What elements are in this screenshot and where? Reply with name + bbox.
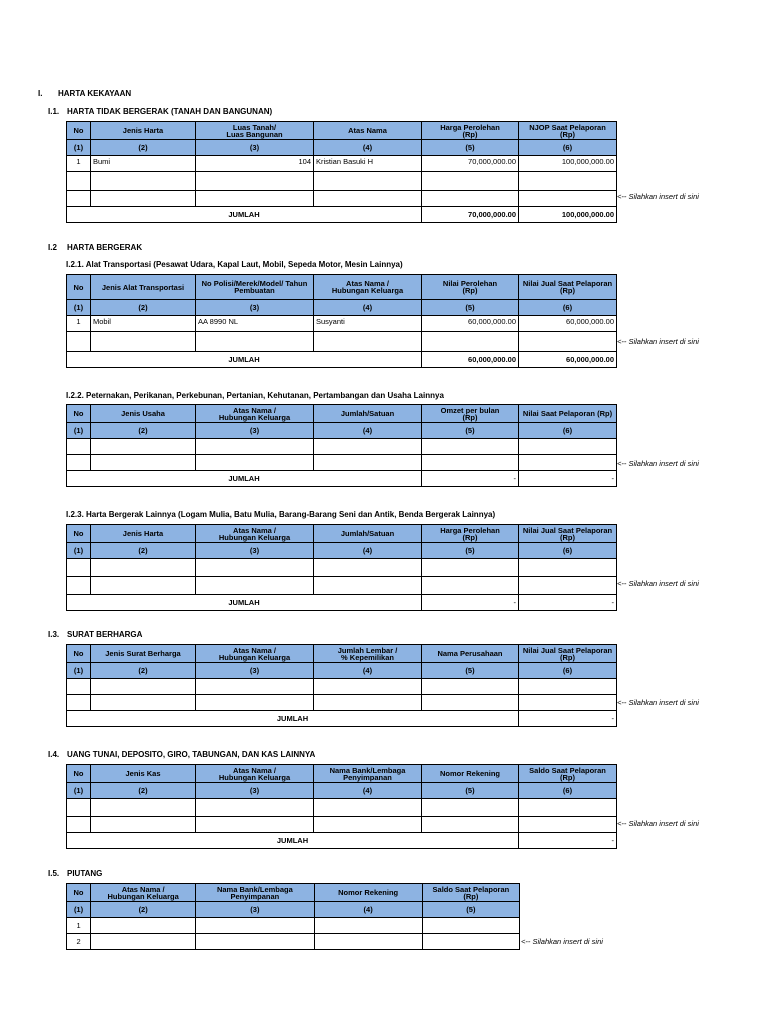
col-number: (3) [196,783,314,799]
insert-note: <-- Silahkan insert di sini [617,337,699,346]
table-row-empty[interactable] [67,799,617,817]
table-header-row [67,525,617,543]
header-cell: Harga Perolehan (Rp) [422,525,519,543]
total-nilai: - [519,471,617,487]
cell-no[interactable]: 1 [67,156,91,172]
section-i5-title: I.5. PIUTANG [48,869,103,878]
column-number-row [67,663,617,679]
total-row [67,833,617,849]
table-row[interactable] [67,156,617,172]
col-number: (3) [196,543,314,559]
table-piutang [66,883,520,950]
total-saldo: - [519,833,617,849]
cell-no-polisi[interactable]: AA 8990 NL [196,316,314,332]
col-number: (4) [314,423,422,439]
section-i22-title: I.2.2. Peternakan, Perikanan, Perkebunan, Pertanian, Kehutanan, Pertambangan dan Usaha Lainnya [66,391,444,400]
header-cell: Atas Nama / Hubungan Keluarga [196,645,314,663]
column-number-row [67,902,520,918]
col-number: (5) [422,663,519,679]
header-cell: Omzet per bulan (Rp) [422,405,519,423]
table-header-row [67,884,520,902]
total-row [67,711,617,727]
table-header-row [67,122,617,140]
section-i23-title: I.2.3. Harta Bergerak Lainnya (Logam Mulia, Batu Mulia, Barang-Barang Seni dan Antik, Benda Bergerak Lainnya) [66,510,496,519]
header-cell: No [67,884,91,902]
col-number: (2) [91,663,196,679]
header-cell: Nilai Jual Saat Pelaporan (Rp) [519,645,617,663]
section-i4-title: I.4. UANG TUNAI, DEPOSITO, GIRO, TABUNGAN, DAN KAS LAINNYA [48,750,316,759]
header-cell: Jenis Surat Berharga [91,645,196,663]
header-cell: Jumlah/Satuan [314,405,422,423]
section-i1-title: I.1. HARTA TIDAK BERGERAK (TANAH DAN BANGUNAN) [48,107,273,116]
header-cell: Atas Nama / Hubungan Keluarga [196,405,314,423]
col-number: (1) [67,783,91,799]
header-cell: Nomor Rekening [314,884,422,902]
cell-no[interactable]: 1 [67,918,91,934]
table-header-row [67,645,617,663]
header-cell: Atas Nama / Hubungan Keluarga [196,525,314,543]
col-number: (3) [196,663,314,679]
cell-njop[interactable]: 100,000,000.00 [519,156,617,172]
col-number: (6) [519,140,617,156]
header-cell: No [67,645,91,663]
col-number: (2) [91,543,196,559]
col-number: (3) [196,140,314,156]
col-number: (2) [91,423,196,439]
header-cell: Jenis Kas [91,765,196,783]
header-cell: Jumlah Lembar / % Kepemilikan [314,645,422,663]
header-cell: Atas Nama / Hubungan Keluarga [314,275,422,300]
col-number: (1) [67,663,91,679]
col-number: (4) [314,543,422,559]
col-number: (5) [422,902,519,918]
header-cell: Saldo Saat Pelaporan (Rp) [519,765,617,783]
jumlah-label: JUMLAH [67,471,422,487]
header-cell: Atas Nama / Hubungan Keluarga [196,765,314,783]
total-row [67,595,617,611]
table-usaha [66,404,617,487]
table-alat-transportasi [66,274,617,368]
header-cell: Nilai Jual Saat Pelaporan (Rp) [519,525,617,543]
insert-note: <-- Silahkan insert di sini [617,698,699,707]
jumlah-label: JUMLAH [67,207,422,223]
cell-no[interactable]: 1 [67,316,91,332]
header-cell: Jenis Harta [91,122,196,140]
jumlah-label: JUMLAH [67,711,519,727]
cell-harga-perolehan[interactable]: 70,000,000.00 [422,156,519,172]
col-number: (4) [314,902,422,918]
cell-nilai-perolehan[interactable]: 60,000,000.00 [422,316,519,332]
col-number: (4) [314,783,422,799]
col-number: (5) [422,543,519,559]
col-number: (2) [91,300,196,316]
table-harta-bergerak-lainnya [66,524,617,611]
insert-note: <-- Silahkan insert di sini [617,192,699,201]
table-uang-tunai [66,764,617,849]
jumlah-label: JUMLAH [67,352,422,368]
total-row [67,471,617,487]
cell-jenis-harta[interactable]: Bumi [91,156,196,172]
cell-atas-nama[interactable]: Kristian Basuki H [314,156,422,172]
column-number-row [67,140,617,156]
table-row-empty[interactable] [67,439,617,455]
jumlah-label: JUMLAH [67,595,422,611]
header-cell: No [67,122,91,140]
cell-atas-nama[interactable]: Susyanti [314,316,422,332]
table-row[interactable] [67,934,520,950]
table-header-row [67,275,617,300]
section-i2-title: I.2 HARTA BERGERAK [48,243,143,252]
col-number: (3) [196,300,314,316]
column-number-row [67,300,617,316]
table-row[interactable] [67,316,617,332]
header-cell: Nama Bank/Lembaga Penyimpanan [314,765,422,783]
header-cell: Atas Nama [314,122,422,140]
table-header-row [67,405,617,423]
total-row [67,352,617,368]
col-number: (2) [91,140,196,156]
table-row-empty[interactable] [67,172,617,191]
total-nilai-jual: - [519,595,617,611]
table-header-row [67,765,617,783]
col-number: (2) [91,902,196,918]
col-number: (3) [196,423,314,439]
table-surat-berharga [66,644,617,727]
header-cell: NJOP Saat Pelaporan (Rp) [519,122,617,140]
col-number: (5) [422,300,519,316]
total-omzet: - [422,471,519,487]
table-row-empty[interactable] [67,191,617,207]
header-cell: Nomor Rekening [422,765,519,783]
header-cell: No [67,765,91,783]
total-nilai-jual: - [519,711,617,727]
table-row-empty[interactable] [67,455,617,471]
header-cell: Luas Tanah/ Luas Bangunan [196,122,314,140]
col-number: (6) [519,423,617,439]
total-njop: 100,000,000.00 [519,207,617,223]
table-row-empty[interactable] [67,577,617,595]
cell-jenis-alat[interactable]: Mobil [91,316,196,332]
column-number-row [67,783,617,799]
header-cell: No [67,405,91,423]
total-row [67,207,617,223]
table-row[interactable] [67,918,520,934]
column-number-row [67,543,617,559]
col-number: (5) [422,140,519,156]
header-cell: Jenis Usaha [91,405,196,423]
insert-note: <-- Silahkan insert di sini [521,937,603,946]
header-cell: Nilai Perolehan (Rp) [422,275,519,300]
col-number: (5) [422,423,519,439]
col-number: (4) [314,140,422,156]
table-row-empty[interactable] [67,559,617,577]
cell-nilai-jual[interactable]: 60,000,000.00 [519,316,617,332]
section-i21-title: I.2.1. Alat Transportasi (Pesawat Udara, Kapal Laut, Mobil, Sepeda Motor, Mesin Lainnya) [66,260,403,269]
table-row-empty[interactable] [67,817,617,833]
col-number: (1) [67,140,91,156]
col-number: (6) [519,300,617,316]
total-harga-perolehan: 70,000,000.00 [422,207,519,223]
insert-note: <-- Silahkan insert di sini [617,579,699,588]
col-number: (3) [196,902,314,918]
header-cell: Nilai Saat Pelaporan (Rp) [519,405,617,423]
header-cell: Jenis Harta [91,525,196,543]
insert-note: <-- Silahkan insert di sini [617,459,699,468]
cell-no[interactable]: 2 [67,934,91,950]
col-number: (2) [91,783,196,799]
header-cell: Saldo Saat Pelaporan (Rp) [422,884,519,902]
header-cell: Nilai Jual Saat Pelaporan (Rp) [519,275,617,300]
col-number: (1) [67,423,91,439]
col-number: (4) [314,300,422,316]
total-harga: - [422,595,519,611]
header-cell: Atas Nama / Hubungan Keluarga [91,884,196,902]
col-number: (6) [519,543,617,559]
total-nilai-perolehan: 60,000,000.00 [422,352,519,368]
header-cell: No Polisi/Merek/Model/ Tahun Pembuatan [196,275,314,300]
header-cell: No [67,275,91,300]
table-row-empty[interactable] [67,679,617,695]
header-cell: No [67,525,91,543]
cell-luas[interactable]: 104 [196,156,314,172]
header-cell: Nama Bank/Lembaga Penyimpanan [196,884,314,902]
table-row-empty[interactable] [67,332,617,352]
section-i3-title: I.3. SURAT BERHARGA [48,630,143,639]
table-harta-tidak-bergerak [66,121,617,223]
col-number: (4) [314,663,422,679]
col-number: (6) [519,663,617,679]
header-cell: Harga Perolehan (Rp) [422,122,519,140]
column-number-row [67,423,617,439]
col-number: (1) [67,543,91,559]
main-heading: I. HARTA KEKAYAAN [38,89,132,98]
header-cell: Jenis Alat Transportasi [91,275,196,300]
col-number: (6) [519,783,617,799]
header-cell: Nama Perusahaan [422,645,519,663]
jumlah-label: JUMLAH [67,833,519,849]
col-number: (1) [67,902,91,918]
col-number: (1) [67,300,91,316]
insert-note: <-- Silahkan insert di sini [617,819,699,828]
col-number: (5) [422,783,519,799]
table-row-empty[interactable] [67,695,617,711]
header-cell: Jumlah/Satuan [314,525,422,543]
total-nilai-jual: 60,000,000.00 [519,352,617,368]
